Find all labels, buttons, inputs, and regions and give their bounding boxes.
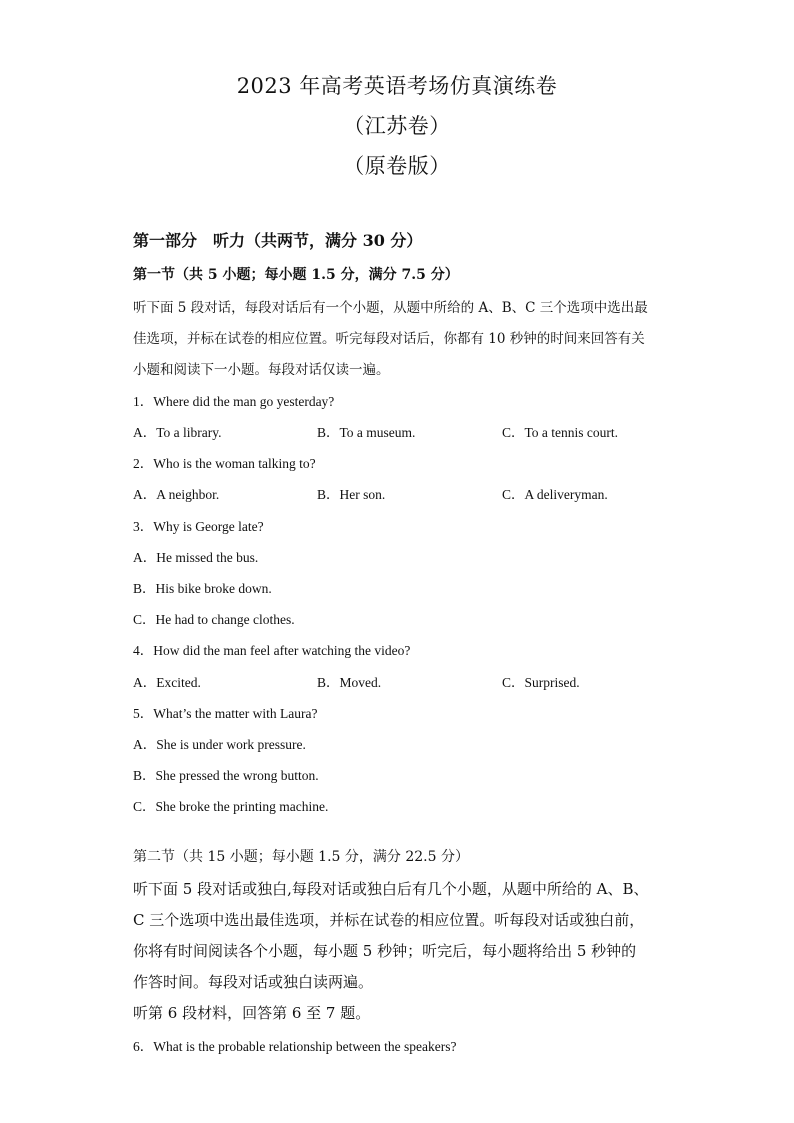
question-stem: 3．Why is George late?: [133, 519, 264, 534]
question-stem: 6．What is the probable relationship between the speakers?: [133, 1039, 457, 1054]
question-stem: 4．How did the man feel after watching the video?: [133, 643, 411, 658]
section-heading: 第一节（共 5 小题；每小题 1.5 分，满分 7.5 分）: [133, 267, 459, 283]
section-heading: 第二节（共 15 小题；每小题 1.5 分，满分 22.5 分）: [133, 849, 469, 865]
option-b: B．To a museum.: [317, 425, 416, 440]
instruction-line: 听下面 5 段对话或独白,每段对话或独白后有几个小题，从题中所给的 A、B、: [133, 880, 649, 898]
option-a: A．To a library.: [133, 425, 222, 440]
exam-subtitle-province: （江苏卷）: [343, 114, 451, 138]
option-b: B．She pressed the wrong button.: [133, 768, 319, 783]
option-a: A．Excited.: [133, 675, 201, 690]
option-b: B．Moved.: [317, 675, 382, 690]
instruction-line: 听下面 5 段对话，每段对话后有一个小题，从题中所给的 A、B、C 三个选项中选出最: [133, 300, 648, 316]
option-a: A．A neighbor.: [133, 487, 220, 502]
material-note: 听第 6 段材料，回答第 6 至 7 题。: [133, 1004, 371, 1022]
instruction-line: 小题和阅读下一小题。每段对话仅读一遍。: [133, 362, 390, 378]
option-c: C．He had to change clothes.: [133, 612, 295, 627]
instruction-line: C 三个选项中选出最佳选项，并标在试卷的相应位置。听每段对话或独白前，: [133, 911, 645, 929]
question-stem: 1．Where did the man go yesterday?: [133, 394, 335, 409]
instruction-line: 你将有时间阅读各个小题，每小题 5 秒钟；听完后，每小题将给出 5 秒钟的: [133, 942, 637, 960]
option-c: C．A deliveryman.: [502, 487, 608, 502]
option-c: C．To a tennis court.: [502, 425, 619, 440]
option-b: B．His bike broke down.: [133, 581, 272, 596]
option-a: A．He missed the bus.: [133, 550, 259, 565]
instruction-line: 佳选项，并标在试卷的相应位置。听完每段对话后，你都有 10 秒钟的时间来回答有关: [133, 331, 645, 347]
part-heading: 第一部分 听力（共两节，满分 30 分）: [133, 231, 423, 250]
option-a: A．She is under work pressure.: [133, 737, 306, 752]
option-c: C．Surprised.: [502, 675, 580, 690]
exam-title: 2023 年高考英语考场仿真演练卷: [236, 74, 558, 98]
question-stem: 2．Who is the woman talking to?: [133, 456, 316, 471]
instruction-line: 作答时间。每段对话或独白读两遍。: [133, 973, 374, 991]
option-c: C．She broke the printing machine.: [133, 799, 329, 814]
option-b: B．Her son.: [317, 487, 386, 502]
question-stem: 5．What’s the matter with Laura?: [133, 706, 318, 721]
exam-subtitle-version: （原卷版）: [343, 154, 451, 178]
